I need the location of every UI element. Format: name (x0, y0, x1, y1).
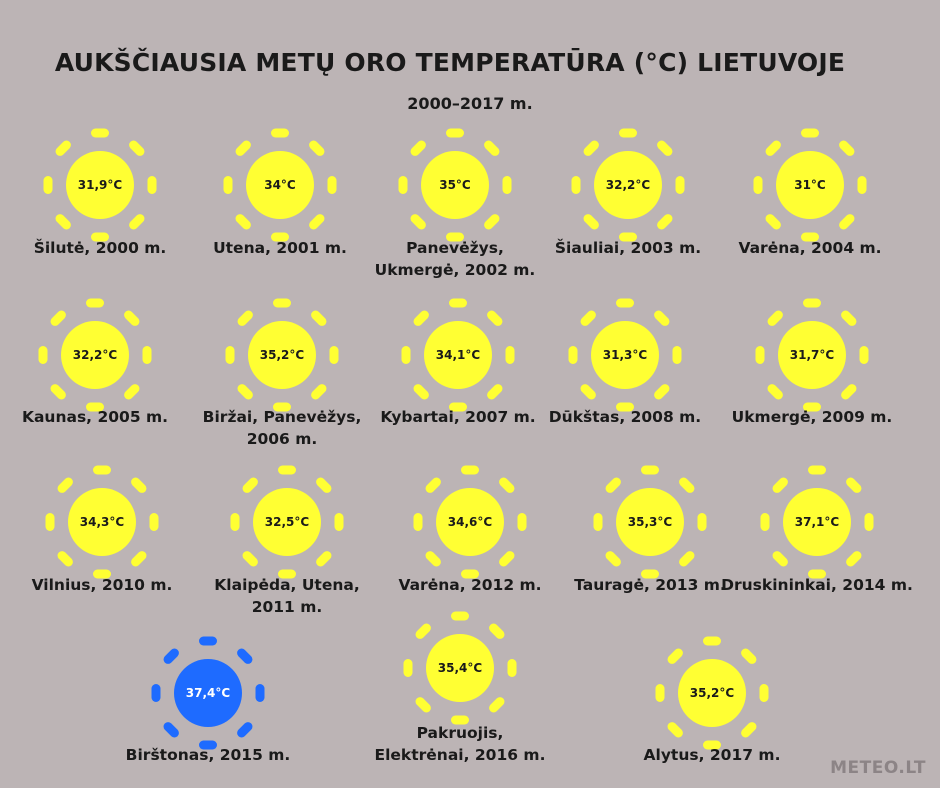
brand-logo: METEO.LT (830, 758, 926, 778)
temperature-value: 35,2°C (689, 686, 735, 700)
temperature-value: 32,2°C (72, 348, 118, 362)
temperature-value: 31,9°C (77, 178, 123, 192)
location-line: Varėna, 2012 m. (398, 576, 542, 594)
temperature-value: 35,4°C (437, 661, 483, 675)
temperature-value: 37,4°C (185, 686, 231, 700)
location-line: Kybartai, 2007 m. (380, 408, 536, 426)
record-sun (752, 457, 882, 587)
temperature-value: 35°C (439, 178, 471, 192)
record-location (528, 237, 728, 259)
record-sun (745, 120, 875, 250)
record-sun (30, 290, 160, 420)
location-line: Pakruojis, (416, 724, 504, 742)
location-line: Dūkštas, 2008 m. (548, 408, 702, 426)
page-subtitle: 2000–2017 m. (407, 94, 533, 113)
temperature-value: 34,6°C (447, 515, 493, 529)
location-line: Panevėžys, (406, 239, 504, 257)
location-line: Varėna, 2004 m. (738, 239, 882, 257)
location-line: Vilnius, 2010 m. (31, 576, 173, 594)
record-location (717, 574, 917, 596)
record-sun (563, 120, 693, 250)
temperature-value: 34°C (264, 178, 296, 192)
temperature-value: 37,1°C (794, 515, 840, 529)
record-sun (647, 628, 777, 758)
location-line: Ukmergė, 2002 m. (374, 261, 536, 279)
temperature-value: 31,3°C (602, 348, 648, 362)
record-sun (143, 628, 273, 758)
location-line: Alytus, 2017 m. (643, 746, 781, 764)
record-location (108, 744, 308, 766)
record-location (0, 237, 200, 259)
location-line: Biržai, Panevėžys, (202, 408, 362, 426)
temperature-value: 35,2°C (259, 348, 305, 362)
record-sun (585, 457, 715, 587)
location-line: Birštonas, 2015 m. (125, 746, 291, 764)
record-location (370, 574, 570, 596)
record-sun (35, 120, 165, 250)
temperature-value: 34,3°C (79, 515, 125, 529)
page-title: AUKŠČIAUSIA METŲ ORO TEMPERATŪRA (°C) LIETUVOJE (54, 48, 846, 77)
location-line: Druskininkai, 2014 m. (721, 576, 913, 594)
temperature-value: 31°C (794, 178, 826, 192)
record-sun (747, 290, 877, 420)
record-sun (393, 290, 523, 420)
record-location (182, 406, 382, 450)
location-line: Šiauliai, 2003 m. (554, 239, 702, 257)
record-location (355, 237, 555, 281)
record-location (187, 574, 387, 618)
record-sun (560, 290, 690, 420)
temperature-value: 34,1°C (435, 348, 481, 362)
record-sun (395, 603, 525, 733)
record-location (360, 722, 560, 766)
record-location (710, 237, 910, 259)
location-line: Kaunas, 2005 m. (21, 408, 169, 426)
location-line: Utena, 2001 m. (213, 239, 347, 257)
location-line: Klaipėda, Utena, (214, 576, 360, 594)
record-sun (405, 457, 535, 587)
location-line: Ukmergė, 2009 m. (731, 408, 893, 426)
record-location (0, 406, 195, 428)
location-line: Elektrėnai, 2016 m. (374, 746, 546, 764)
temperature-value: 32,5°C (264, 515, 310, 529)
record-location (712, 406, 912, 428)
location-line: 2006 m. (246, 430, 318, 448)
record-sun (222, 457, 352, 587)
location-line: Tauragė, 2013 m. (574, 576, 726, 594)
temperature-value: 31,7°C (789, 348, 835, 362)
record-location (612, 744, 812, 766)
record-location (2, 574, 202, 596)
record-sun (390, 120, 520, 250)
record-location (525, 406, 725, 428)
location-line: 2011 m. (251, 598, 323, 616)
record-sun (37, 457, 167, 587)
temperature-value: 32,2°C (605, 178, 651, 192)
record-sun (215, 120, 345, 250)
record-sun (217, 290, 347, 420)
location-line: Šilutė, 2000 m. (33, 239, 167, 257)
temperature-value: 35,3°C (627, 515, 673, 529)
record-location (180, 237, 380, 259)
